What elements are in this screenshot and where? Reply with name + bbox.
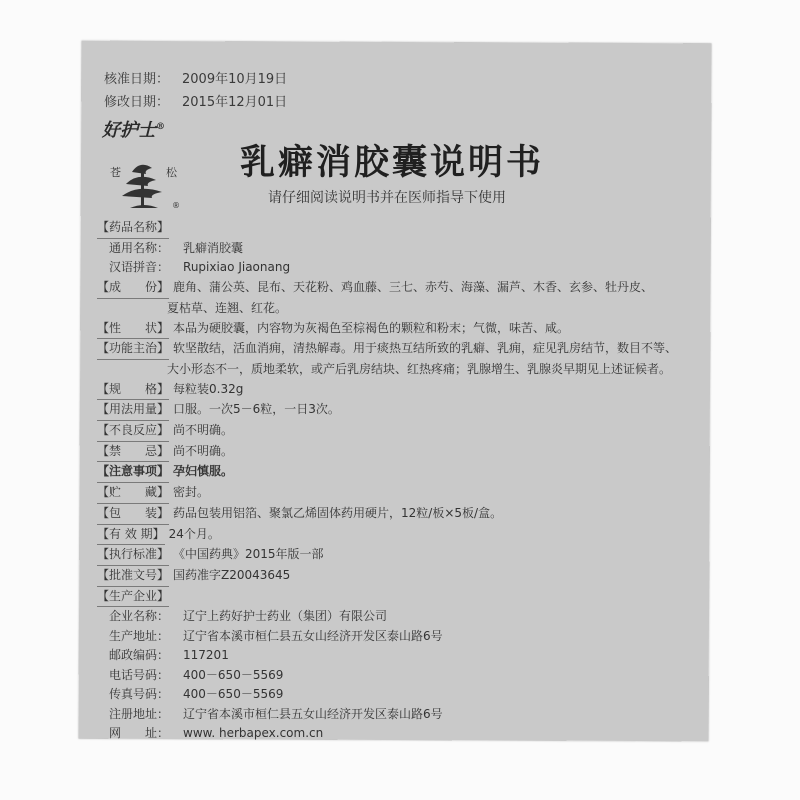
page-subtitle: 请仔细阅读说明书并在医师指导下使用 (268, 190, 506, 206)
ingredients-label: 【成 份】 (97, 278, 169, 299)
revise-date-label: 修改日期： (104, 95, 170, 110)
caution-label: 【注意事项】 (97, 462, 169, 483)
manufacturer-block (97, 607, 697, 744)
logo-char-cang: 苍 (110, 166, 121, 179)
ingredients-value-line2: 夏枯草、连翘、红花。 (167, 300, 288, 315)
brand-name (102, 116, 165, 142)
address-row (97, 627, 697, 647)
logo-registered-mark: ® (172, 201, 180, 210)
company-value: 辽宁上药好护士药业（集团）有限公司 (183, 609, 388, 624)
reg-address-label: 注册地址： (109, 706, 170, 721)
postcode-label: 邮政编码： (109, 648, 170, 663)
storage-row (97, 483, 697, 504)
address-label: 生产地址： (109, 628, 170, 643)
usage-row (97, 400, 697, 421)
fax-label: 传真号码： (109, 687, 170, 702)
standard-value: 《中国药典》2015年版一部 (173, 547, 324, 562)
storage-value: 密封。 (173, 485, 210, 500)
postcode-value: 117201 (183, 648, 229, 663)
function-row (97, 339, 697, 360)
address-value: 辽宁省本溪市桓仁县五女山经济开发区泰山路6号 (183, 628, 443, 643)
fax-value: 400－650－5569 (183, 687, 284, 702)
standard-label: 【执行标准】 (97, 545, 169, 566)
revise-date-row (104, 91, 287, 114)
storage-label: 【贮 藏】 (97, 483, 169, 504)
contra-label: 【禁 忌】 (97, 442, 169, 463)
pine-logo-icon (108, 150, 184, 212)
approve-date-label: 核准日期： (104, 72, 170, 87)
common-name-value: 乳癖消胶囊 (183, 240, 244, 255)
revise-date-value: 2015年12月01日 (182, 95, 288, 110)
website-value: www. herbapex.com.cn (183, 726, 324, 741)
reg-address-value: 辽宁省本溪市桓仁县五女山经济开发区泰山路6号 (183, 706, 443, 721)
company-label: 企业名称： (109, 609, 170, 624)
validity-value: 24个月。 (168, 526, 220, 541)
spec-label: 【规 格】 (97, 380, 169, 401)
usage-value: 口服。一次5－6粒，一日3次。 (173, 402, 340, 417)
validity-row (97, 525, 697, 546)
package-label: 【包 装】 (97, 504, 169, 525)
pinyin-row (97, 258, 697, 278)
adverse-label: 【不良反应】 (97, 421, 169, 442)
function-label: 【功能主治】 (97, 339, 169, 360)
function-row-cont (97, 360, 697, 380)
brand-registered-mark: ® (156, 122, 165, 132)
approval-dates (104, 68, 287, 114)
leaflet-content (97, 218, 697, 744)
phone-value: 400－650－5569 (183, 667, 284, 682)
caution-row (97, 462, 697, 483)
drug-name-heading-row (97, 218, 697, 239)
character-row (97, 319, 697, 340)
phone-row (97, 666, 697, 686)
spec-row (97, 380, 697, 401)
usage-label: 【用法用量】 (97, 400, 169, 421)
character-label: 【性 状】 (97, 319, 169, 340)
phone-label: 电话号码： (109, 667, 170, 682)
approval-no-row (97, 566, 697, 587)
adverse-row (97, 421, 697, 442)
common-name-row (97, 239, 697, 259)
function-value-line2: 大小形态不一，质地柔软，或产后乳房结块、红热疼痛；乳腺增生、乳腺炎早期见上述证候者。 (167, 361, 672, 376)
package-row (97, 504, 697, 525)
approval-no-value: 国药准字Z20043645 (173, 567, 291, 582)
character-value: 本品为硬胶囊，内容物为灰褐色至棕褐色的颗粒和粉末；气微，味苦、咸。 (173, 320, 570, 335)
company-row (97, 607, 697, 627)
logo-char-song: 松 (166, 166, 177, 179)
approve-date-value: 2009年10月19日 (182, 72, 288, 87)
package-value: 药品包装用铝箔、聚氯乙烯固体药用硬片，12粒/板×5板/盒。 (173, 505, 503, 520)
pinyin-value: Rupixiao Jiaonang (183, 260, 291, 275)
pinyin-label: 汉语拼音： (109, 260, 170, 275)
standard-row (97, 545, 697, 566)
adverse-value: 尚不明确。 (173, 423, 234, 438)
approval-no-label: 【批准文号】 (97, 566, 169, 587)
caution-value: 孕妇慎服。 (173, 464, 234, 479)
postcode-row (97, 646, 697, 666)
website-label: 网 址： (109, 726, 170, 741)
function-value-line1: 软坚散结，活血消痈，清热解毒。用于痰热互结所致的乳癖、乳痈，症见乳房结节，数目不等、 (173, 341, 678, 356)
validity-label: 【有 效 期】 (97, 525, 165, 546)
ingredients-value-line1: 鹿角、蒲公英、昆布、天花粉、鸡血藤、三七、赤芍、海藻、漏芦、木香、玄参、牡丹皮、 (173, 280, 654, 295)
fax-row (97, 685, 697, 705)
common-name-label: 通用名称： (109, 240, 170, 255)
maker-label: 【生产企业】 (97, 587, 169, 608)
maker-heading-row (97, 587, 697, 608)
reg-address-row (97, 705, 697, 725)
ingredients-row-cont (97, 299, 697, 319)
approve-date-row (104, 68, 287, 91)
ingredients-row (97, 278, 697, 299)
drug-name-label: 【药品名称】 (97, 218, 169, 239)
website-row (97, 724, 697, 744)
contra-row (97, 442, 697, 463)
contra-value: 尚不明确。 (173, 443, 234, 458)
spec-value: 每粒装0.32g (173, 381, 244, 396)
brand-text: 好护士 (102, 120, 156, 141)
page-title: 乳癖消胶囊说明书 (240, 142, 545, 183)
